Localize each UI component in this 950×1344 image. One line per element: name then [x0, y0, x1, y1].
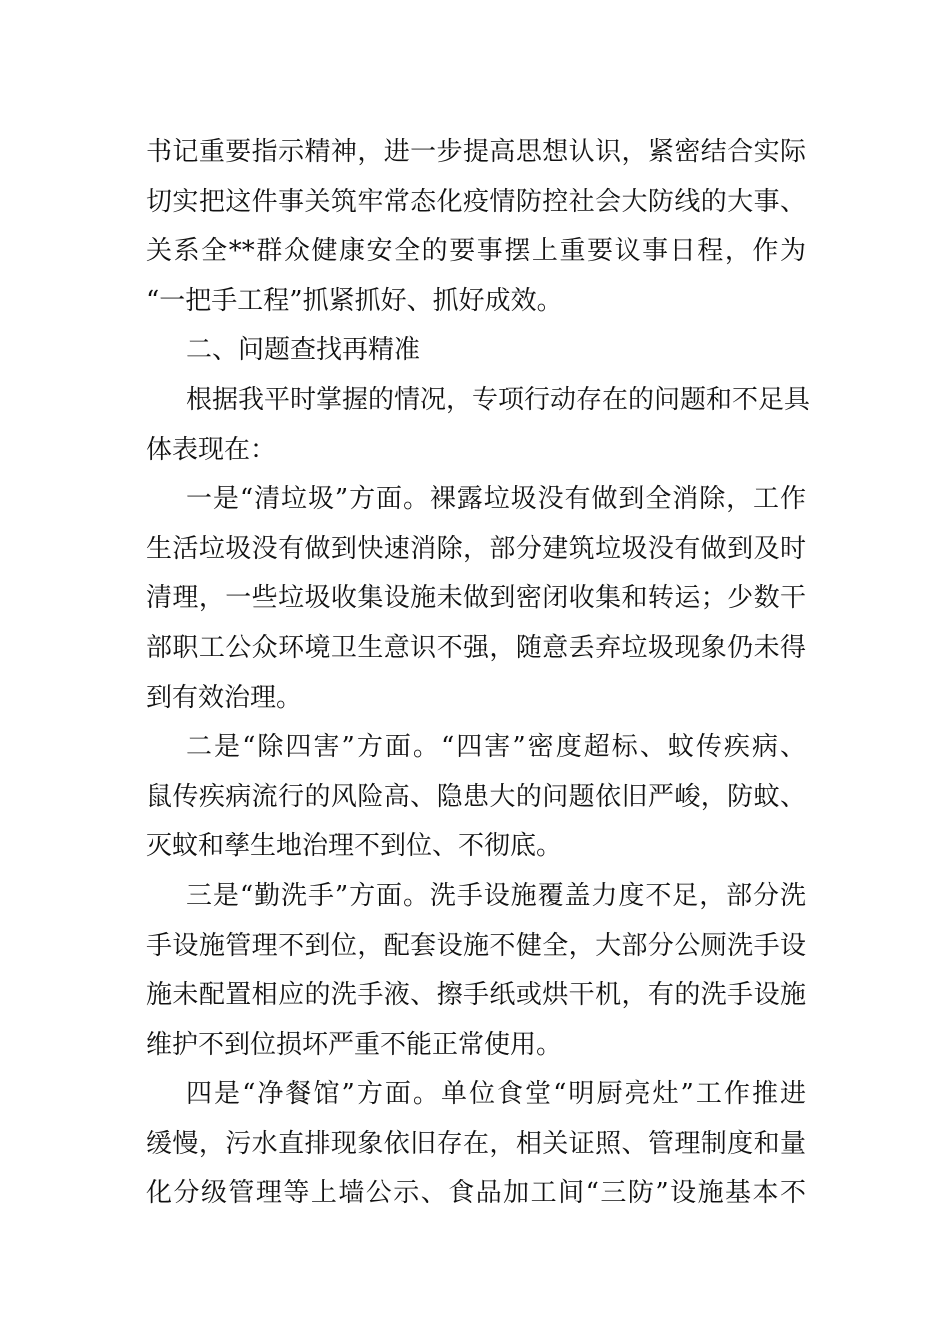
text-line: 缓慢，污水直排现象依旧存在，相关证照、管理制度和量	[146, 1128, 806, 1159]
text-line: “一把手工程”抓紧抓好、抓好成效。	[146, 285, 563, 316]
text-line: 一是“清垃圾”方面。裸露垃圾没有做到全消除，工作	[186, 484, 806, 515]
text-line: 灭蚊和孳生地治理不到位、不彻底。	[146, 831, 563, 862]
text-line: 清理，一些垃圾收集设施未做到密闭收集和转运；少数干	[146, 583, 806, 614]
text-line: 切实把这件事关筑牢常态化疫情防控社会大防线的大事、	[146, 186, 806, 217]
text-line: 体表现在：	[146, 434, 277, 465]
text-line: 手设施管理不到位，配套设施不健全，大部分公厕洗手设	[146, 930, 806, 961]
text-line: 鼠传疾病流行的风险高、隐患大的问题依旧严峻，防蚊、	[146, 781, 806, 812]
text-line: 四是“净餐馆”方面。单位食堂“明厨亮灶”工作推进	[186, 1079, 806, 1110]
text-line: 到有效治理。	[146, 682, 303, 713]
text-line: 书记重要指示精神，进一步提高思想认识，紧密结合实际	[146, 137, 806, 167]
text-line: 三是“勤洗手”方面。洗手设施覆盖力度不足，部分洗	[186, 880, 806, 911]
document-body	[146, 128, 811, 1219]
text-line: 生活垃圾没有做到快速消除，部分建筑垃圾没有做到及时	[146, 533, 806, 564]
text-line: 根据我平时掌握的情况，专项行动存在的问题和不足具	[186, 384, 811, 415]
text-line: 施未配置相应的洗手液、擦手纸或烘干机，有的洗手设施	[146, 980, 806, 1011]
text-line: 化分级管理等上墙公示、食品加工间“三防”设施基本不	[146, 1178, 806, 1209]
text-line: 二、问题查找再精准	[186, 335, 421, 366]
text-line: 部职工公众环境卫生意识不强，随意丢弃垃圾现象仍未得	[146, 632, 806, 663]
text-line: 二是“除四害”方面。“四害”密度超标、蚊传疾病、	[186, 732, 806, 763]
text-line: 维护不到位损坏严重不能正常使用。	[146, 1029, 563, 1060]
text-line: 关系全**群众健康安全的要事摆上重要议事日程，作为	[146, 236, 806, 267]
